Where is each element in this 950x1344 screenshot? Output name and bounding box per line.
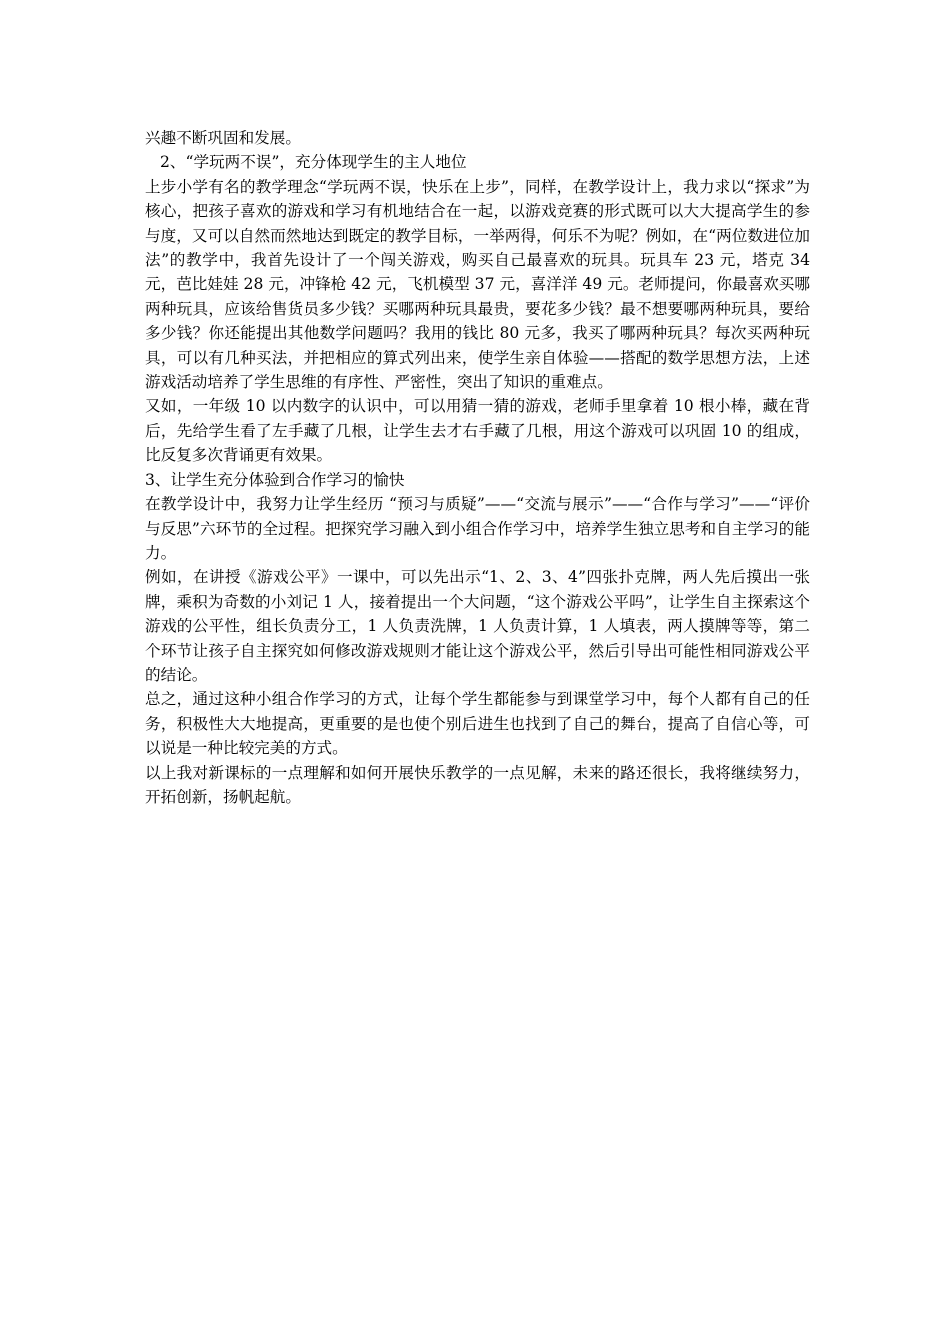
paragraph-learn-and-play: 上步小学有名的教学理念“学玩两不误，快乐在上步”，同样，在教学设计上，我力求以“探求”为核心，把孩子喜欢的游戏和学习有机地结合在一起，以游戏竞赛的形式既可以大大提高学生的参与度，又可以自然而然地达到既定的教学目标，一举两得，何乐不为呢？例如，在“两位数进位加法”的教学中，我首先设计了一个闯关游戏，购买自己最喜欢的玩具。玩具车 23 元，塔克 34 元，芭比娃娃 28 元，冲锋枪 42 元，飞机模型 37 元，喜洋洋 49 元。老师提问，你最喜欢买哪两种玩具，应该给售货员多少钱？买哪两种玩具最贵，要花多少钱？最不想要哪两种玩具，要给多少钱？你还能提出其他数学问题吗？我用的钱比 80 元多，我买了哪两种玩具？每次买两种玩具，可以有几种买法，并把相应的算式列出来，使学生亲自体验——搭配的数学思想方法，上述游戏活动培养了学生思维的有序性、严密性，突出了知识的重难点。 — [145, 177, 810, 392]
document-body — [145, 126, 810, 809]
paragraph-intro-tail: 兴趣不断巩固和发展。 — [145, 129, 301, 147]
paragraph-conclusion: 以上我对新课标的一点理解和如何开展快乐教学的一点见解，未来的路还很长，我将继续努力，开拓创新，扬帆起航。 — [145, 763, 810, 806]
paragraph-guessing-game: 又如，一年级 10 以内数字的认识中，可以用猜一猜的游戏，老师手里拿着 10 根小棒，藏在背后，先给学生看了左手藏了几根，让学生去才右手藏了几根，用这个游戏可以巩固 10 的组成，比反复多次背诵更有效果。 — [145, 397, 810, 465]
section-heading-2: 2、“学玩两不误”，充分体现学生的主人地位 — [160, 153, 467, 172]
paragraph-summary: 总之，通过这种小组合作学习的方式，让每个学生都能参与到课堂学习中，每个人都有自己的任务，积极性大大地提高，更重要的是也使个别后进生也找到了自己的舞台，提高了自信心等，可以说是一种比较完美的方式。 — [145, 690, 810, 758]
paragraph-teaching-design: 在教学设计中，我努力让学生经历 “预习与质疑”——“交流与展示”——“合作与学习”——“评价与反思”六环节的全过程。把探究学习融入到小组合作学习中，培养学生独立思考和自主学习的能力。 — [145, 495, 810, 562]
paragraph-fair-game-example: 例如，在讲授《游戏公平》一课中，可以先出示“1、2、3、4”四张扑克牌，两人先后摸出一张牌，乘积为奇数的小刘记 1 人，接着提出一个大问题，“这个游戏公平吗”，让学生自主探索这个游戏的公平性，组长负责分工，1 人负责洗牌，1 人负责计算，1 人填表，两人摸牌等等，第二个环节让孩子自主探究如何修改游戏规则才能让这个游戏公平，然后引导出可能性相同游戏公平的结论。 — [145, 568, 810, 684]
section-heading-3: 3、让学生充分体验到合作学习的愉快 — [145, 470, 405, 489]
